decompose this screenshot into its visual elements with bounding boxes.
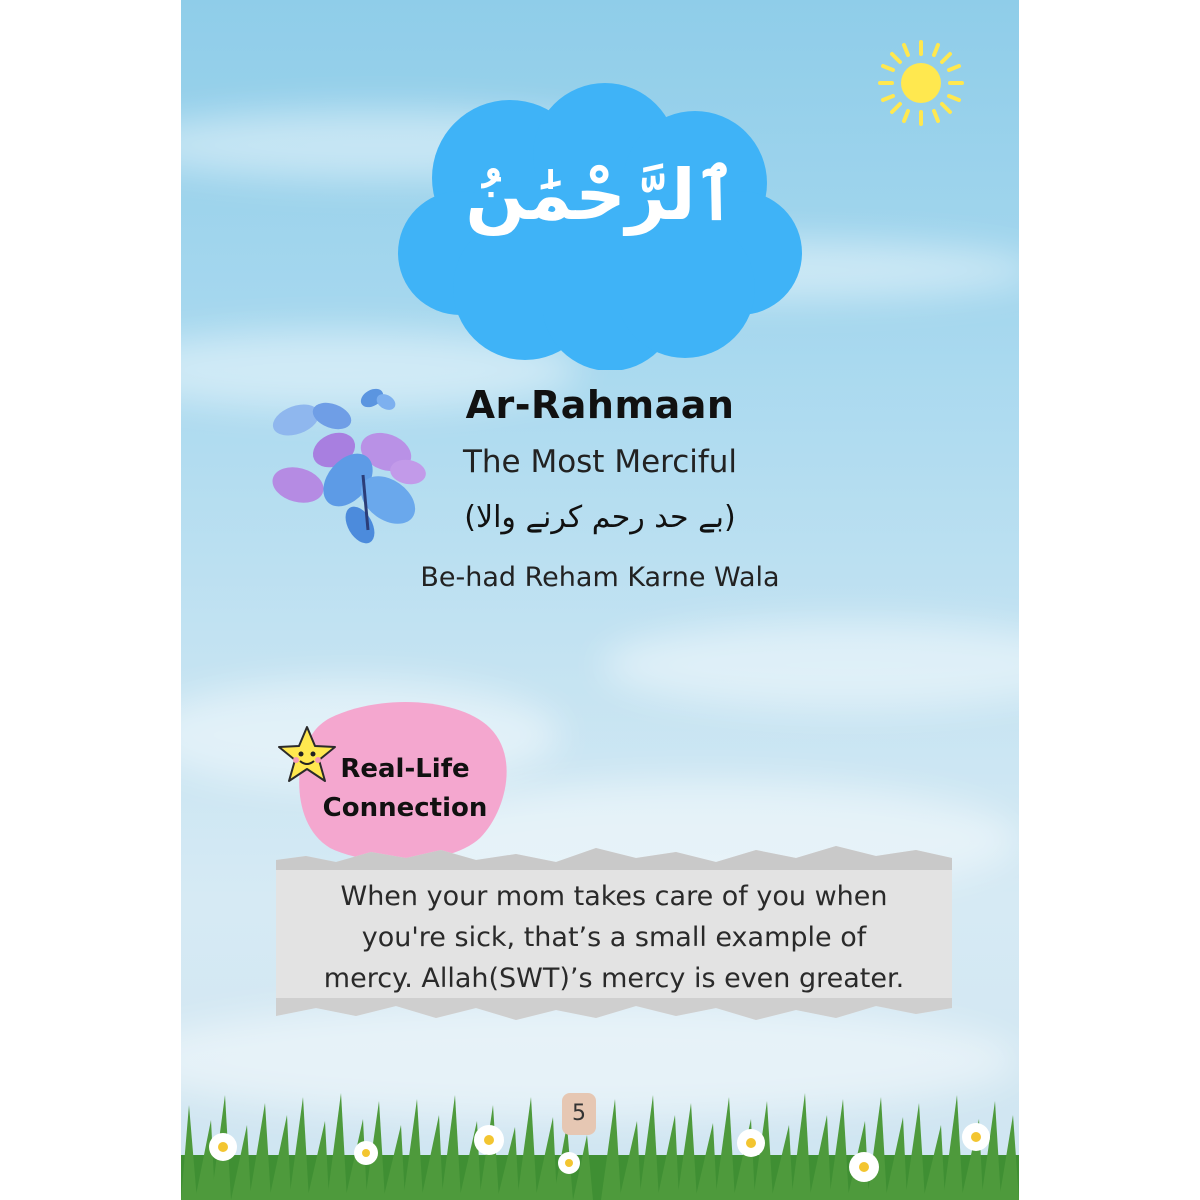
transliteration: Ar-Rahmaan [465, 383, 735, 427]
section-body-line2: you're sick, that’s a small example of [361, 922, 867, 953]
section-title [310, 750, 500, 828]
roman-urdu-meaning: Be-had Reham Karne Wala [420, 562, 780, 593]
sun-icon [876, 38, 966, 128]
section-title-line1: Real-Life [340, 754, 470, 784]
urdu-meaning: (بے حد رحم کرنے والا) [464, 500, 736, 535]
grass-icon [181, 1085, 1019, 1200]
section-title-line2: Connection [322, 793, 488, 823]
page-number: 5 [562, 1093, 596, 1135]
english-meaning: The Most Merciful [462, 444, 738, 480]
section-body [290, 876, 938, 999]
arabic-name: ٱلرَّحْمَٰنُ [465, 154, 737, 236]
section-body-line1: When your mom takes care of you when [340, 881, 888, 912]
section-body-line3: mercy. Allah(SWT)’s mercy is even greater. [323, 963, 905, 994]
